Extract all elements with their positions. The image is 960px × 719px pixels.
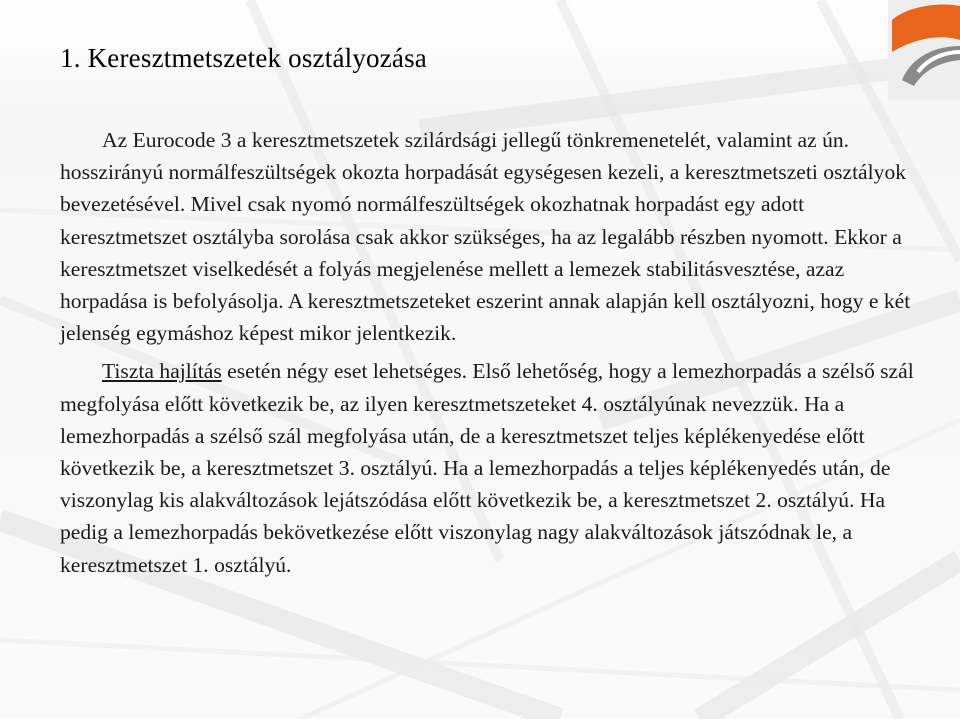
paragraph-1 [60,124,920,349]
paragraph-2-text: esetén négy eset lehetséges. Első lehetőség, hogy a lemezhorpadás a szélső szál megfolyása előtt következik be, az ilyen keresztmetszeteket 4. osztályúnak nevezzük. Ha a lemezhorpadás a szélső szál megfolyása után, de a keresztmetszet teljes képlékenyedése előtt következik be, a keresztmetszet 3. osztályú. Ha a lemezhorpadás a teljes képlékenyedés után, de viszonylag kis alakváltozások lejátszódása előtt következik be, a keresztmetszet 2. osztályú. Ha pedig a lemezhorpadás bekövetkezése előtt viszonylag nagy alakváltozások játszódnak le, a keresztmetszet 1. osztályú. [60,359,914,577]
underlined-term: Tiszta hajlítás [102,359,222,384]
university-logo-icon [888,0,960,100]
paragraph-1-text: Az Eurocode 3 a keresztmetszetek szilárdsági jellegű tönkremenetelét, valamint az ún. hosszirányú normálfeszültségek okozta horpadását egységesen kezeli, a keresztmetszeti osztályok bevezetésével. Mivel csak nyomó normálfeszültségek okozhatnak horpadást egy adott keresztmetszet osztályba sorolása csak akkor szükséges, ha az legalább részben nyomott. Ekkor a keresztmetszet viselkedését a folyás megjelenése mellett a lemezek stabilitásvesztése, azaz horpadása is befolyásolja. A keresztmetszeteket eszerint annak alapján kell osztályozni, hogy e két jelenség egymáshoz képest mikor jelentkezik. [60,128,911,346]
slide-title: 1. Keresztmetszetek osztályozása [60,43,427,73]
slide-body [60,124,920,581]
paragraph-2 [60,355,920,580]
